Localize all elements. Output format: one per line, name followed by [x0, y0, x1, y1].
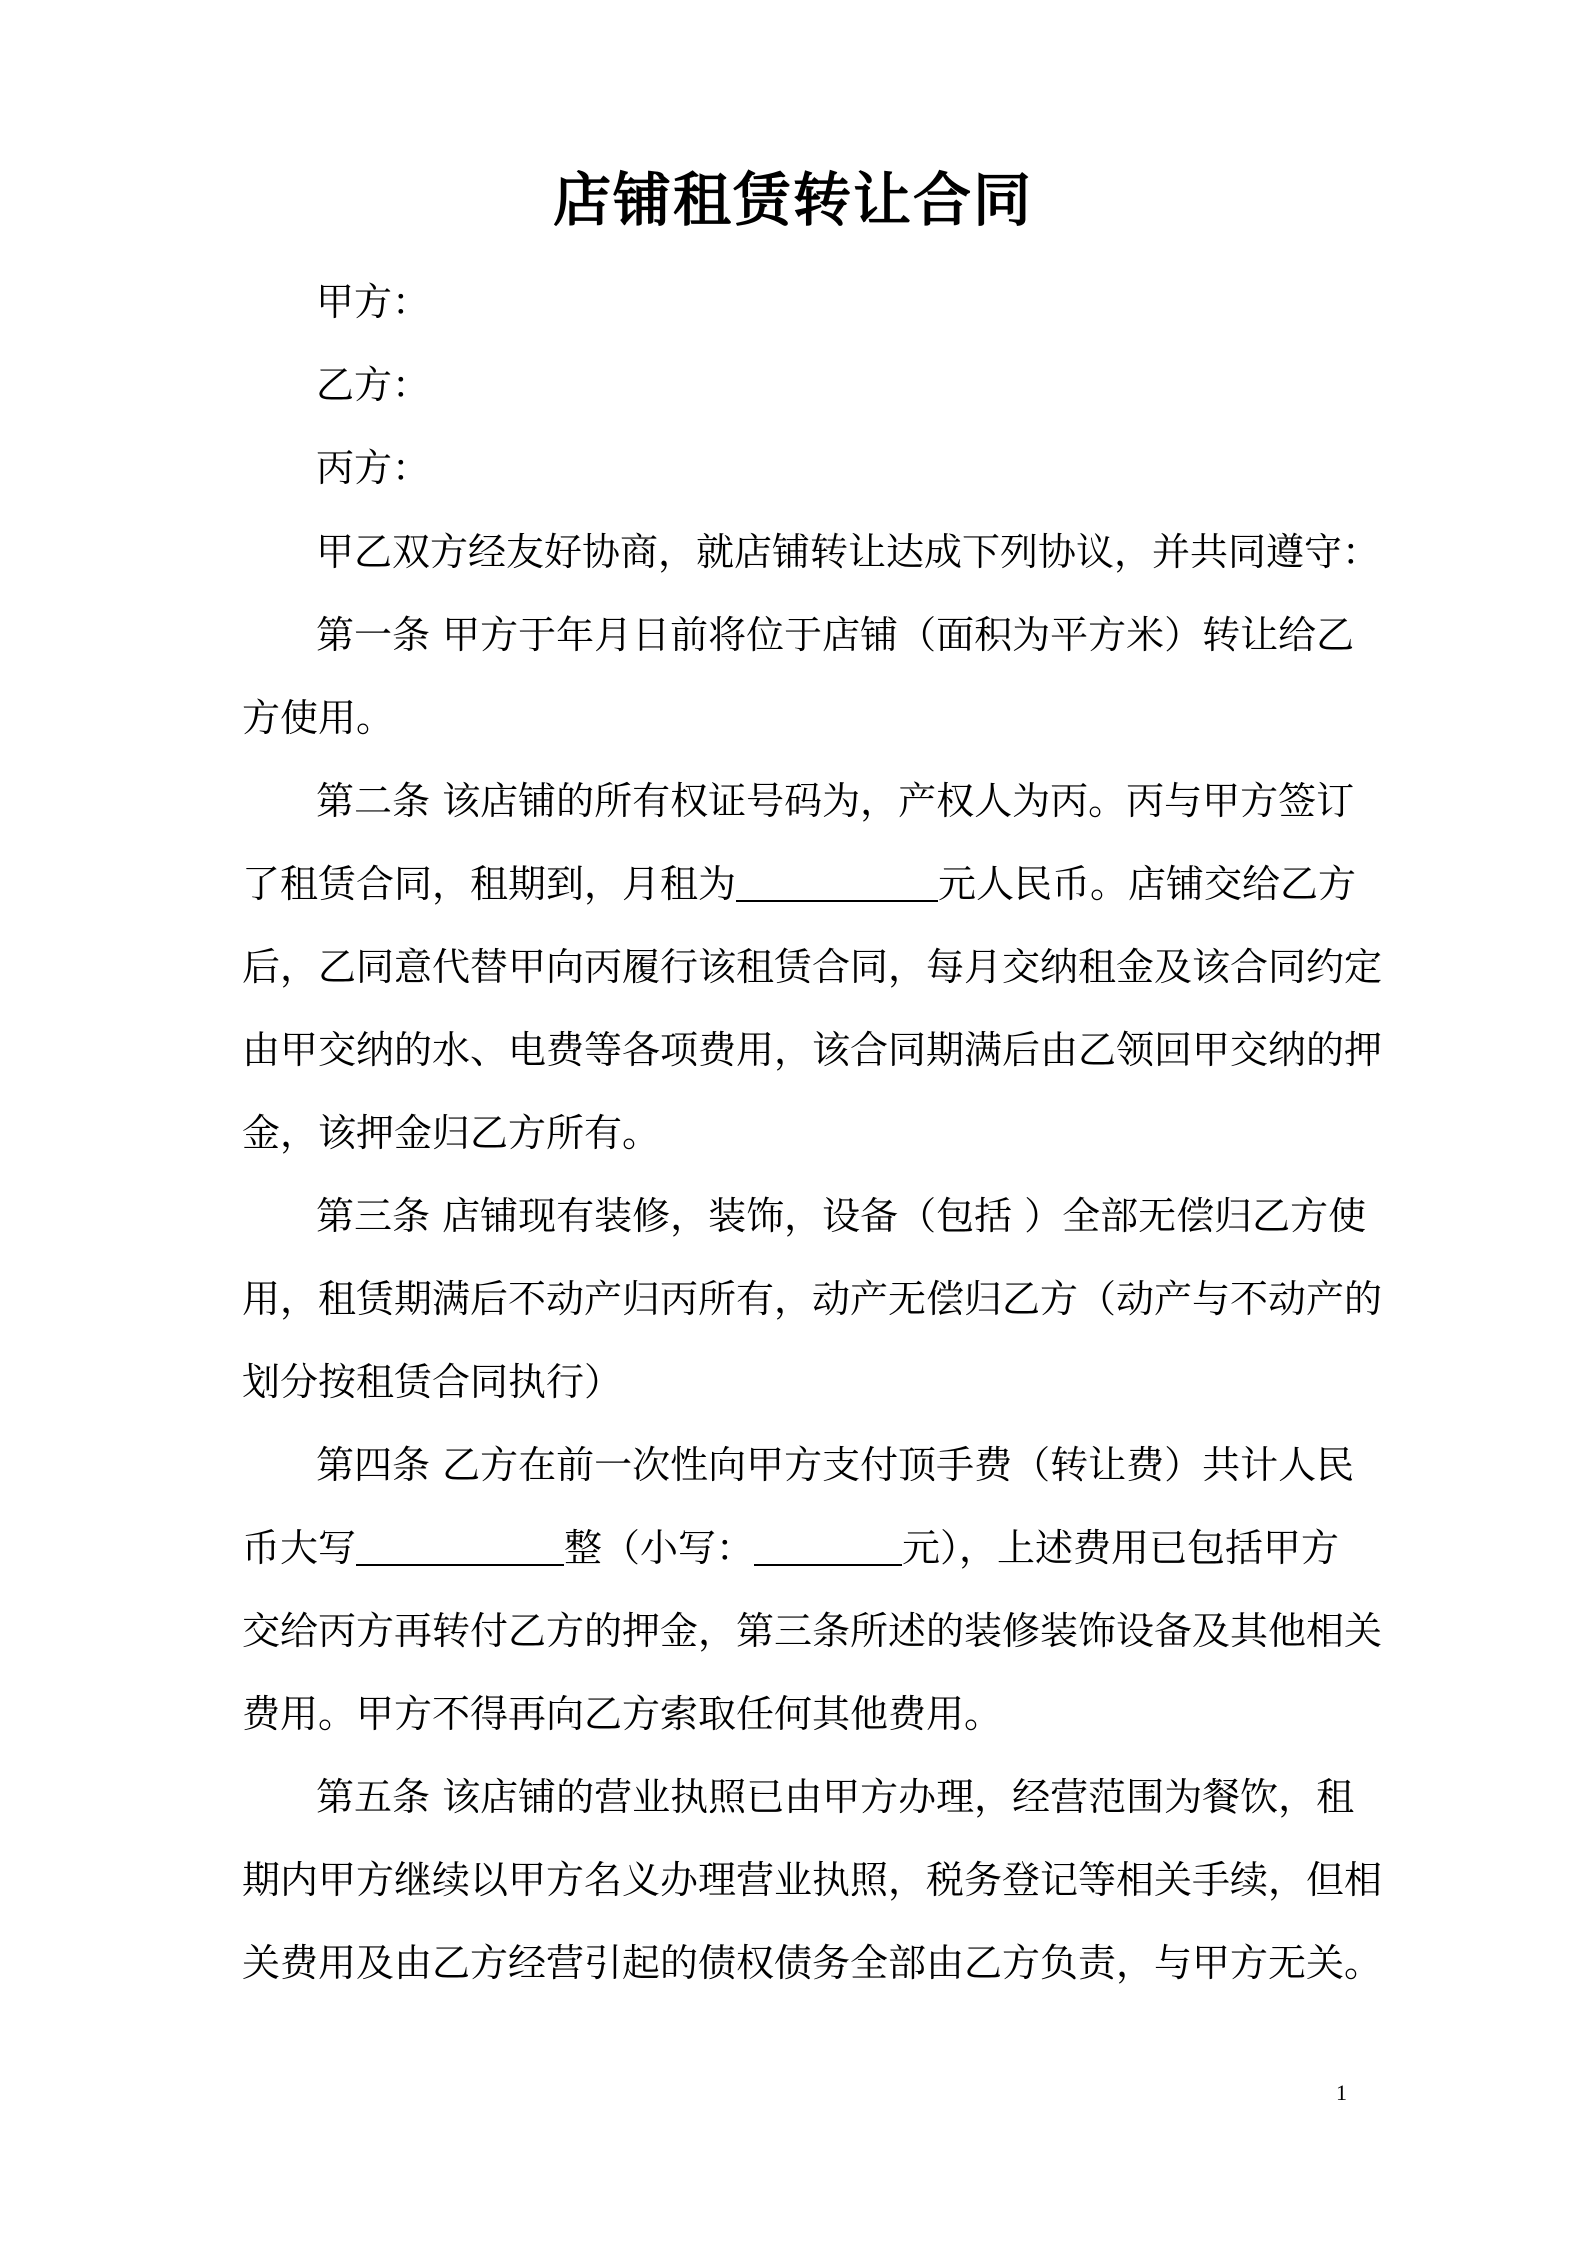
- article-4-line-2-start: 币大写: [242, 1526, 357, 1570]
- article-5-line-2: 期内甲方继续以甲方名义办理营业执照，税务登记等相关手续，但相: [242, 1858, 1383, 1902]
- party-c-label: 丙方：: [316, 446, 431, 490]
- article-2-line-1: 第二条 该店铺的所有权证号码为，产权人为丙。丙与甲方签订: [316, 779, 1355, 823]
- article-3-line-2: 用，租赁期满后不动产归丙所有，动产无偿归乙方（动产与不动产的: [242, 1277, 1383, 1321]
- article-4-line-3: 交给丙方再转付乙方的押金，第三条所述的装修装饰设备及其他相关: [242, 1609, 1383, 1653]
- article-4-line-4: 费用。甲方不得再向乙方索取任何其他费用。: [242, 1692, 1003, 1736]
- amount-in-figures-blank[interactable]: [754, 1530, 902, 1566]
- article-4-line-1: 第四条 乙方在前一次性向甲方支付顶手费（转让费）共计人民: [316, 1443, 1355, 1487]
- party-b-label: 乙方：: [316, 363, 431, 407]
- article-4-line-2-middle: 整（小写：: [564, 1526, 755, 1570]
- article-2-line-3: 后，乙同意代替甲向丙履行该租赁合同，每月交纳租金及该合同约定: [242, 945, 1383, 989]
- amount-in-words-blank[interactable]: [356, 1530, 564, 1566]
- article-3-line-1: 第三条 店铺现有装修，装饰，设备（包括 ）全部无偿归乙方使: [316, 1194, 1367, 1238]
- article-3-line-3: 划分按租赁合同执行）: [242, 1360, 623, 1404]
- article-2-line-5: 金，该押金归乙方所有。: [242, 1111, 661, 1155]
- article-4-line-2: [242, 1518, 1339, 1578]
- article-5-line-1: 第五条 该店铺的营业执照已由甲方办理，经营范围为餐饮，租: [316, 1775, 1355, 1819]
- article-2-line-4: 由甲交纳的水、电费等各项费用，该合同期满后由乙领回甲交纳的押: [242, 1028, 1383, 1072]
- monthly-rent-blank[interactable]: [736, 866, 938, 902]
- page-number: 1: [1336, 2080, 1347, 2105]
- document-title: 店铺租赁转让合同: [552, 166, 1033, 234]
- article-1-line-1: 第一条 甲方于年月日前将位于店铺（面积为平方米）转让给乙: [316, 613, 1355, 657]
- article-2-line-2: [242, 854, 1356, 914]
- article-2-line-2-start: 了租赁合同，租期到，月租为: [242, 862, 737, 906]
- party-a-label: 甲方：: [316, 280, 431, 324]
- preamble: 甲乙双方经友好协商，就店铺转让达成下列协议，并共同遵守：: [316, 530, 1381, 574]
- article-2-line-2-end: 元人民币。店铺交给乙方: [938, 862, 1357, 906]
- article-4-line-2-end: 元），上述费用已包括甲方: [902, 1526, 1340, 1570]
- article-5-line-3: 关费用及由乙方经营引起的债权债务全部由乙方负责，与甲方无关。: [242, 1941, 1383, 1985]
- article-1-line-2: 方使用。: [242, 696, 395, 740]
